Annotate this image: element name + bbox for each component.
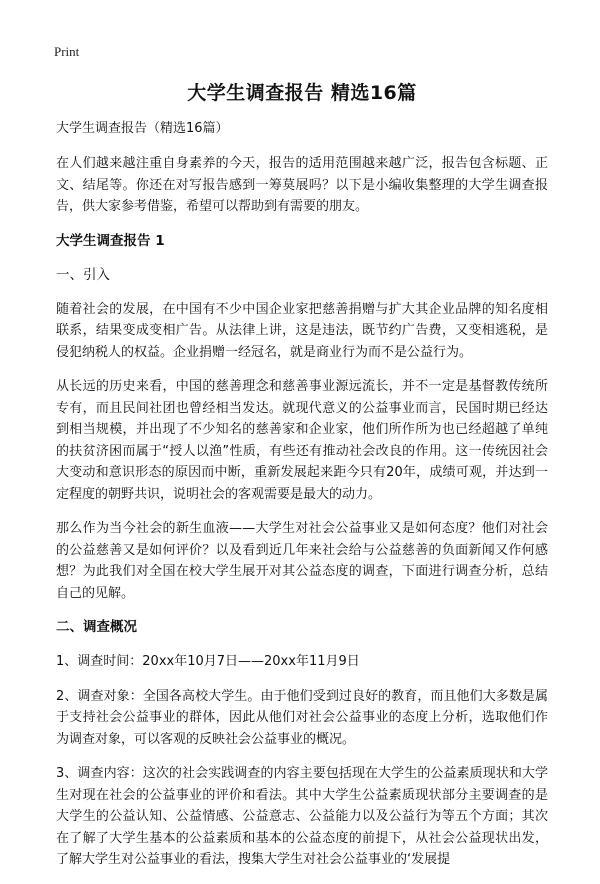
- section-title-overview: 二、调查概况: [56, 619, 137, 635]
- document-subtitle: 大学生调查报告（精选16篇）: [56, 121, 229, 136]
- document-body: [56, 78, 548, 884]
- paragraph: 2、调查对象：全国各高校大学生。由于他们受到过良好的教育，而且他们大多数是属于支持社会公益事业的群体，因此从他们对社会公益事业的态度上分析，选取他们作为调查对象，可以客观的反映社会公益事业的概况。: [56, 688, 548, 747]
- print-link[interactable]: Print: [54, 44, 80, 59]
- paragraph: 3、调查内容：这次的社会实践调查的内容主要包括现在大学生的公益素质现状和大学生对现在社会的公益事业的评价和看法。其中大学生公益素质现状部分主要调查的是大学生的公益认知、公益情感、公益意志、公益能力以及公益行为等五个方面；其次在了解了大学生基本的公益素质和基本的公益态度的前提下，从社会公益现状出发，了解大学生对公益事业的看法，搜集大学生对社会公益事业的‘发展提: [56, 766, 548, 867]
- intro-paragraph: 在人们越来越注重自身素养的今天，报告的适用范围越来越广泛，报告包含标题、正文、结尾等。你还在对写报告感到一筹莫展吗？以下是小编收集整理的大学生调查报告，供大家参考借鉴，希望可以帮助到有需要的朋友。: [56, 156, 548, 214]
- paragraph: 随着社会的发展，在中国有不少中国企业家把慈善捐赠与扩大其企业品牌的知名度相联系，结果变成变相广告。从法律上讲，这是违法，既节约广告费，又变相逃税，是侵犯纳税人的权益。企业捐赠一经冠名，就是商业行为而不是公益行为。: [56, 301, 548, 360]
- report-heading: 大学生调查报告 1: [56, 232, 165, 249]
- paragraph: 那么作为当今社会的新生血液——大学生对社会公益事业又是如何态度？他们对社会的公益慈善又是如何评价？以及看到近几年来社会给与公益慈善的负面新闻又作何感想？为此我们对全国在校大学生展开对其公益态度的调查，下面进行调查分析，总结自己的见解。: [56, 521, 548, 601]
- paragraph: 从长远的历史来看，中国的慈善理念和慈善事业源远流长，并不一定是基督教传统所专有，而且民间社团也曾经相当发达。就现代意义的公益事业而言，民国时期已经达到相当规模，并出现了不少知名的慈善家和企业家，他们所作所为也已经超越了单纯的扶贫济困而属于“授人以渔”性质，有些还有推动社会改良的作用。这一传统因社会大变动和意识形态的原因而中断，重新发展起来距今只有20年，成绩可观，并达到一定程度的朝野共识，说明社会的客观需要是最大的动力。: [56, 379, 548, 502]
- section-title-introduction: 一、引入: [56, 266, 110, 283]
- page-title: 大学生调查报告 精选16篇: [187, 82, 417, 104]
- paragraph: 1、调查时间：20xx年10月7日——20xx年11月9日: [56, 654, 360, 669]
